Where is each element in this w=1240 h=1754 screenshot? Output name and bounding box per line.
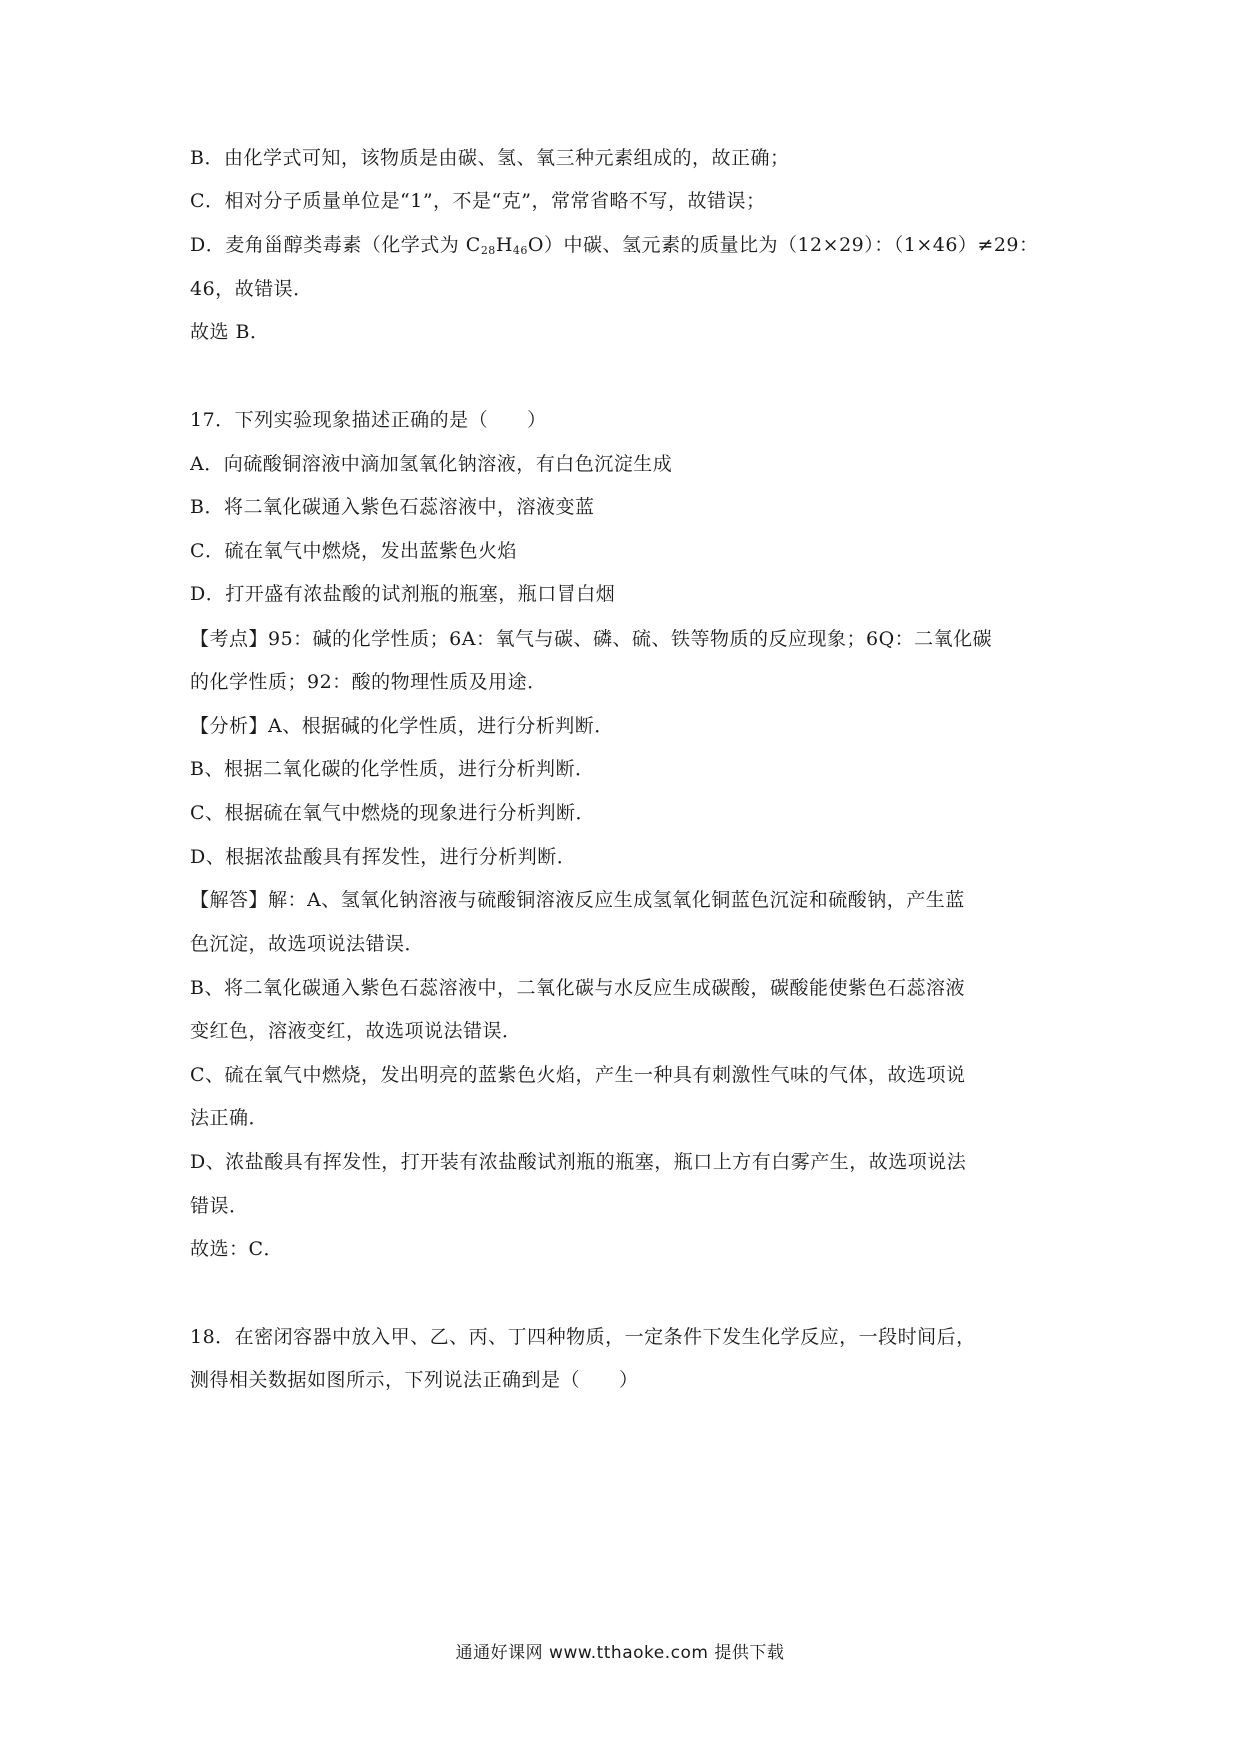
formula-h: H — [495, 234, 513, 256]
q17-option-d: D．打开盛有浓盐酸的试剂瓶的瓶塞，瓶口冒白烟 — [190, 583, 616, 605]
prev-option-b: B．由化学式可知，该物质是由碳、氢、氧三种元素组成的，故正确； — [190, 147, 790, 169]
prev-option-d-cont: 46，故错误． — [190, 278, 313, 300]
q17-jieda-line2: 色沉淀，故选项说法错误． — [190, 933, 425, 955]
q17-jieda-line5: C、硫在氧气中燃烧，发出明亮的蓝紫色火焰，产生一种具有刺激性气味的气体，故选项说 — [190, 1064, 966, 1086]
q17-option-c: C．硫在氧气中燃烧，发出蓝紫色火焰 — [190, 540, 518, 562]
page-footer: 通通好课网 www.tthaoke.com 提供下载 — [455, 1643, 785, 1663]
q17-kaodian-line1: 【考点】95：碱的化学性质；6A：氧气与碳、磷、硫、铁等物质的反应现象；6Q：二氧化碳 — [190, 628, 993, 650]
q17-fenxi-line1: 【分析】A、根据碱的化学性质，进行分析判断． — [190, 715, 614, 737]
formula-sub-h: 46 — [512, 244, 528, 257]
q17-option-b: B．将二氧化碳通入紫色石蕊溶液中，溶液变蓝 — [190, 496, 595, 518]
q17-jieda-line6: 法正确． — [190, 1107, 269, 1129]
q17-fenxi-line2: B、根据二氧化碳的化学性质，进行分析判断． — [190, 758, 595, 780]
q18-stem-line1: 18．在密闭容器中放入甲、乙、丙、丁四种物质，一定条件下发生化学反应，一段时间后， — [190, 1326, 976, 1348]
q17-fenxi-line3: C、根据硫在氧气中燃烧的现象进行分析判断． — [190, 802, 596, 824]
prev-option-d-pre: D．麦角甾醇类毒素（化学式为 C — [190, 234, 481, 256]
q17-option-a: A．向硫酸铜溶液中滴加氢氧化钠溶液，有白色沉淀生成 — [190, 453, 673, 475]
q17-fenxi-line4: D、根据浓盐酸具有挥发性，进行分析判断． — [190, 846, 577, 868]
q18-stem-line2: 测得相关数据如图所示，下列说法正确到是（ ） — [190, 1369, 639, 1391]
q17-jieda-line3: B、将二氧化碳通入紫色石蕊溶液中，二氧化碳与水反应生成碳酸，碳酸能使紫色石蕊溶液 — [190, 977, 965, 999]
q17-jieda-line7: D、浓盐酸具有挥发性，打开装有浓盐酸试剂瓶的瓶塞，瓶口上方有白雾产生，故选项说法 — [190, 1151, 967, 1173]
prev-option-d-post: O）中碳、氢元素的质量比为（12×29）：（1×46）≠29： — [527, 234, 1039, 256]
q17-jieda-line4: 变红色，溶液变红，故选项说法错误． — [190, 1020, 522, 1042]
prev-option-d — [190, 233, 1039, 263]
q17-stem: 17．下列实验现象描述正确的是（ ） — [190, 409, 547, 431]
q17-jieda-line8: 错误． — [190, 1195, 249, 1217]
q17-kaodian-line2: 的化学性质；92：酸的物理性质及用途． — [190, 671, 547, 693]
q17-answer-choice: 故选：C． — [190, 1238, 284, 1260]
formula-sub-c: 28 — [480, 244, 496, 257]
prev-option-c: C．相对分子质量单位是“1”，不是“克”，常常省略不写，故错误； — [190, 190, 766, 212]
q17-jieda-line1: 【解答】解：A、氢氧化钠溶液与硫酸铜溶液反应生成氢氧化铜蓝色沉淀和硫酸钠，产生蓝 — [190, 889, 965, 911]
prev-answer-choice: 故选 B． — [190, 321, 270, 343]
